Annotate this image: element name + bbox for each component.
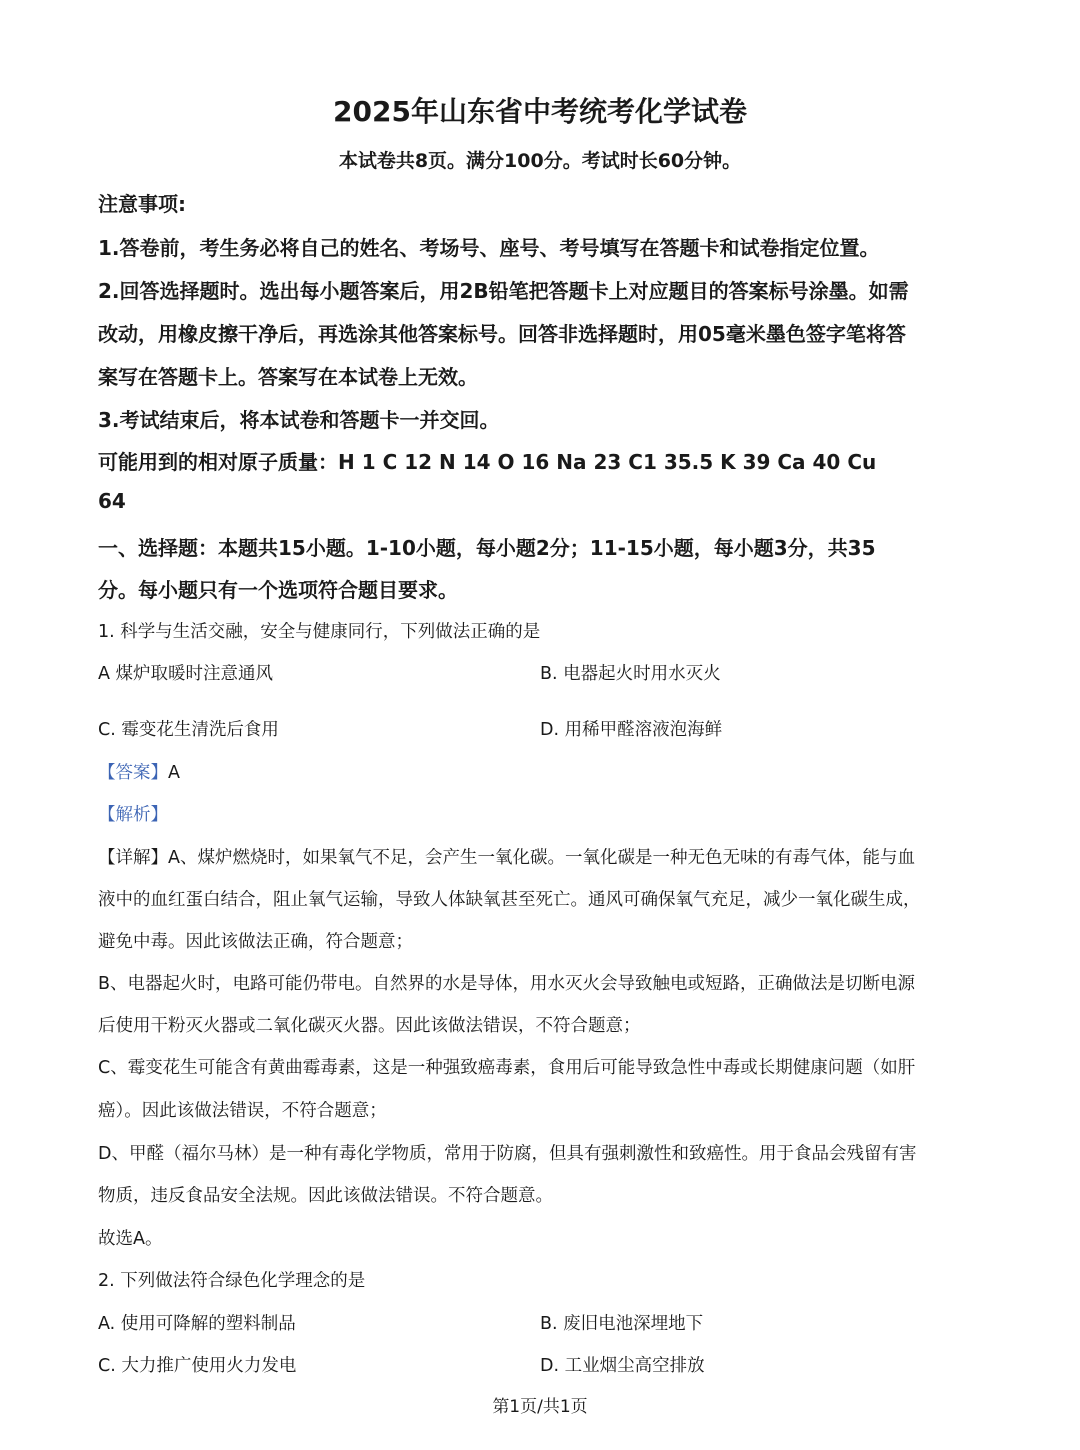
option-a: A 煤炉取暖时注意通风 — [98, 664, 274, 684]
question-stem: 1. 科学与生活交融，安全与健康同行，下列做法正确的是 — [98, 622, 541, 642]
detail-line: 液中的血红蛋白结合，阻止氧气运输，导致人体缺氧甚至死亡。通风可确保氧气充足，减少一氧化碳生成， — [98, 890, 921, 910]
option-c: C. 霉变花生清洗后食用 — [98, 720, 279, 740]
section-heading: 一、选择题：本题共15小题。1-10小题，每小题2分；11-15小题，每小题3分，共35 — [98, 536, 876, 560]
notice-line: 2.回答选择题时。选出每小题答案后，用2B铅笔把答题卡上对应题目的答案标号涂墨。如需 — [98, 279, 909, 303]
detail-line: 癌）。因此该做法错误，不符合题意； — [98, 1101, 387, 1121]
detail-line: B、电器起火时，电路可能仍带电。自然界的水是导体，用水灭火会导致触电或短路，正确做法是切断电源 — [98, 974, 916, 994]
detail-line: 避免中毒。因此该做法正确，符合题意； — [98, 932, 413, 952]
detail-line: 物质，违反食品安全法规。因此该做法错误。不符合题意。 — [98, 1186, 553, 1206]
option-b: B. 电器起火时用水灭火 — [540, 664, 721, 684]
answer-tag: 【答案】 — [98, 763, 168, 783]
atomic-mass-line: 64 — [98, 489, 126, 513]
section-heading: 分。每小题只有一个选项符合题目要求。 — [98, 578, 458, 602]
notice-line: 3.考试结束后，将本试卷和答题卡一并交回。 — [98, 408, 500, 432]
analysis-tag: 【解析】 — [98, 805, 168, 825]
option-c: C. 大力推广使用火力发电 — [98, 1356, 297, 1376]
notice-line: 案写在答题卡上。答案写在本试卷上无效。 — [98, 365, 478, 389]
notice-line: 1.答卷前，考生务必将自己的姓名、考场号、座号、考号填写在答题卡和试卷指定位置。 — [98, 236, 880, 260]
answer-line — [98, 759, 180, 784]
notice-line: 改动，用橡皮擦干净后，再选涂其他答案标号。回答非选择题时，用05毫米墨色签字笔将答 — [98, 322, 906, 346]
notice-heading: 注意事项: — [98, 192, 186, 216]
page-subtitle: 本试卷共8页。满分100分。考试时长60分钟。 — [338, 150, 742, 172]
answer-value: A — [168, 763, 180, 783]
option-d: D. 用稀甲醛溶液泡海鲜 — [540, 720, 723, 740]
detail-line: C、霉变花生可能含有黄曲霉毒素，这是一种强致癌毒素，食用后可能导致急性中毒或长期健康问题（如肝 — [98, 1058, 916, 1078]
page-number: 第1页/共1页 — [492, 1397, 588, 1417]
detail-line: 后使用干粉灭火器或二氧化碳灭火器。因此该做法错误，不符合题意； — [98, 1016, 641, 1036]
question-stem: 2. 下列做法符合绿色化学理念的是 — [98, 1271, 366, 1291]
detail-line: D、甲醛（福尔马林）是一种有毒化学物质，常用于防腐，但具有强刺激性和致癌性。用于食品会残留有害 — [98, 1144, 917, 1164]
option-b: B. 废旧电池深埋地下 — [540, 1314, 704, 1334]
page-title: 2025年山东省中考统考化学试卷 — [333, 95, 747, 128]
atomic-mass-line: 可能用到的相对原子质量：H 1 C 12 N 14 O 16 Na 23 C1 35.5 K 39 Ca 40 Cu — [98, 450, 877, 474]
option-d: D. 工业烟尘高空排放 — [540, 1356, 705, 1376]
option-a: A. 使用可降解的塑料制品 — [98, 1314, 296, 1334]
detail-line: 【详解】A、煤炉燃烧时，如果氧气不足，会产生一氧化碳。一氧化碳是一种无色无味的有毒气体，能与血 — [98, 848, 915, 868]
conclusion-line: 故选A。 — [98, 1229, 163, 1249]
